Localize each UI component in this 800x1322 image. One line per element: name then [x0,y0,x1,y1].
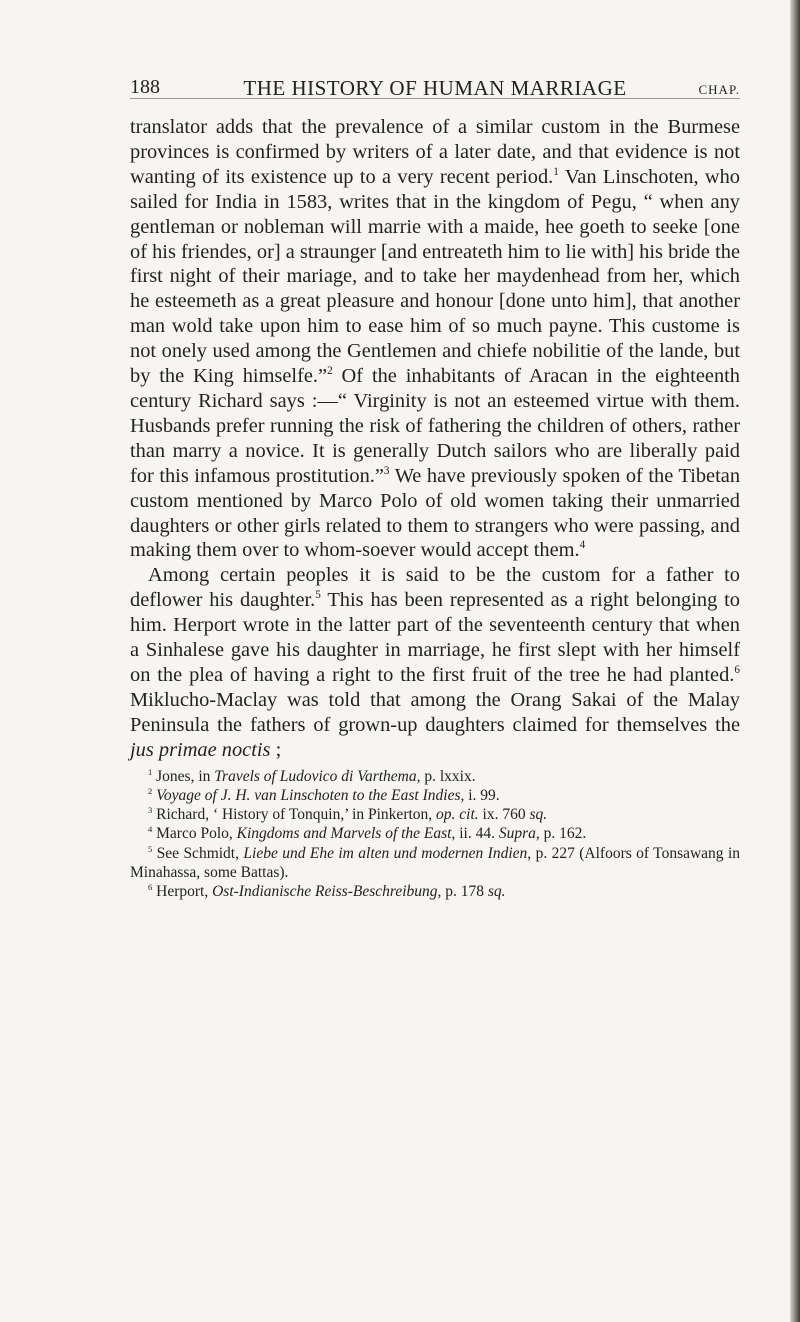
text-run: , p. 227 (Alfoors of Tonsawang in Minahassa, some Battas). [130,844,741,882]
italic-text: op. cit. [436,806,479,824]
page-number: 188 [130,76,160,98]
text-run: Of the inhabitants of Aracan in the eighteenth century Richard says :—“ Virginity is not an esteemed virtue with them. Husbands prefer running the risk of fathering the children of others, rather than marry a novice. It is generally Dutch sailors who are liberally paid for this infamous prostitution.” [130,365,740,487]
footnote-ref: 6 [148,882,153,893]
italic-text: Ost-Indianische Reiss-Beschreibung [212,883,438,901]
text-run: , p. 178 [437,883,488,901]
footnote-ref: 5 [148,843,153,854]
footnote [130,767,740,786]
paragraph [130,115,740,563]
footnote [130,824,740,843]
footnote-ref: 2 [327,365,333,378]
footnotes [130,767,740,902]
text-run: Marco Polo, [152,825,237,843]
footnote-ref: 3 [148,805,153,815]
text-run: ix. 760 [478,806,530,824]
footnote [130,786,740,805]
text-run: Van Linschoten, who sailed for India in 1583, writes that in the kingdom of Pegu, “ when any gentleman or nobleman will marrie with a maide, hee goeth to seeke [one of his friendes, or] a straunger [and entreateth him to lie with] his bride the first night of their mariage, and to take her maydenhead from her, which he esteemeth as a great pleasure and honour [done unto him], that another man wold take upon him to ease him of so much payne. This custome is not onely used among the Gentlemen and chiefe nobilitie of the lande, but by the King himselfe.” [130,165,740,388]
footnote-ref: 4 [579,539,586,552]
page-header [130,62,740,99]
text-run: , ii. 44. [451,825,499,843]
italic-text: Voyage of J. H. van Linschoten to the East Indies [156,786,461,804]
italic-text: Supra [498,825,536,843]
text-run: Jones, in [152,767,215,785]
italic-text: Liebe und Ehe im alten und modernen Indien [243,844,528,862]
text-run: We have previously spoken of the Tibetan custom mentioned by Marco Polo of old women taking their unmarried daughters or other girls related to them to strangers who were passing, and making them over to whom-soever would accept them. [130,464,741,562]
italic-text: Kingdoms and Marvels of the East [236,825,452,843]
text-run: Miklucho-Maclay was told that among the Orang Sakai of the Malay Peninsula the fathers of grown-up daughters claimed for themselves the [130,688,740,736]
text-run: , i. 99. [460,786,500,804]
book-page [130,62,740,902]
running-title: THE HISTORY OF HUMAN MARRIAGE [243,76,627,100]
text-run: , p. 162. [535,825,587,843]
page-edge [790,0,800,1322]
chapter-label: CHAP. [698,82,740,97]
text-run: This has been represented as a right belonging to him. Herport wrote in the latter part of the seventeenth century that when a Sinhalese gave his daughter in marriage, he first slept with her himself on the plea of having a right to the first fruit of the tree he had planted. [130,589,740,686]
footnote [130,844,740,883]
text-run: ; [270,738,282,761]
text-run: , p. lxxix. [416,767,476,785]
footnote [130,882,740,901]
footnote-ref: 6 [734,664,740,677]
text-run: See Schmidt, [152,844,244,862]
text-run: Richard, ‘ History of Tonquin,’ in Pinkerton, [152,806,437,824]
footnote-ref: 5 [315,589,321,602]
italic-text: sq. [529,806,548,824]
text-run: translator adds that the prevalence of a similar custom in the Burmese provinces is confirmed by writers of a later date, and that evidence is not wanting of its existence up to a very recent period. [130,116,740,188]
body-text [130,115,740,763]
footnote-ref: 1 [148,766,153,777]
text-run: Among certain peoples it is said to be the custom for a father to deflower his daughter. [130,564,740,612]
footnote-ref: 3 [383,464,390,477]
italic-text: Travels of Ludovico di Varthema [214,767,417,785]
footnote-ref: 1 [553,166,559,179]
italic-text: jus primae noctis [130,738,271,761]
italic-text: sq. [487,883,506,901]
text-run: Herport, [152,883,213,901]
paragraph [130,563,740,762]
footnote-ref: 2 [148,785,153,796]
footnote [130,805,740,824]
footnote-ref: 4 [148,824,153,835]
